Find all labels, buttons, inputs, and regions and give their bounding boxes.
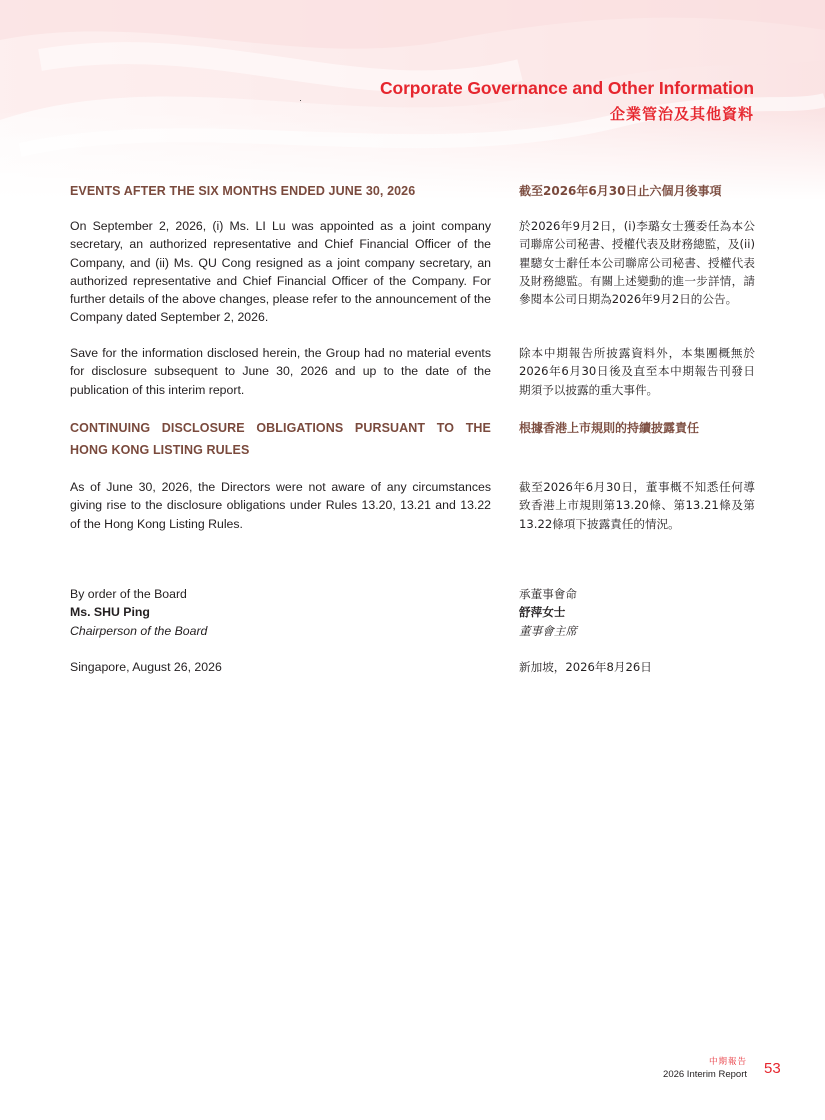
signature-place-date-en: Singapore, August 26, 2026 [70,659,222,674]
signature-block-en [70,585,491,676]
speck [300,100,301,101]
page-footer [663,1055,747,1080]
section1-para2-en: Save for the information disclosed herein, the Group had no material events for disclosure subsequent to June 30, 2026 and up to the date of the publication of this interim report. [70,346,491,397]
signature-order-zh: 承董事會命 [519,587,577,601]
footer-report-zh: 中期報告 [708,1057,747,1067]
section1-para1-zh: 於2026年9月2日，(i)李璐女士獲委任為本公司聯席公司秘書、授權代表及財務總監，及(ii)瞿驄女士辭任本公司聯席公司秘書、授權代表及財務總監。有關上述變動的進一步詳情，請參閱本公司日期為2026年9月2日的公告。 [519,219,755,307]
header-title-en: Corporate Governance and Other Information [379,78,754,98]
section2-heading-en: CONTINUING DISCLOSURE OBLIGATIONS PURSUANT TO THE HONG KONG LISTING RULES [70,421,491,457]
page-number: 53 [764,1060,781,1077]
section2-heading-zh: 根據香港上市規則的持續披露責任 [519,421,700,435]
signature-order-en: By order of the Board [70,587,187,601]
signature-name-en: Ms. SHU Ping [70,605,150,620]
page-header [380,78,754,124]
section1-para2-zh: 除本中期報告所披露資料外，本集團概無於2026年6月30日後及直至本中期報告刊發日期須予以披露的重大事件。 [519,346,755,397]
header-title-zh: 企業管治及其他資料 [609,105,754,123]
section2-para1-en: As of June 30, 2026, the Directors were not aware of any circumstances giving rise to the disclosure obligations under Rules 13.20, 13.21 and 13.22 of the Hong Kong Listing Rules. [70,480,491,531]
signature-place-date-zh: 新加坡，2026年8月26日 [519,659,652,674]
section1-para1-en: On September 2, 2026, (i) Ms. LI Lu was appointed as a joint company secretary, an authorized representative and Chief Financial Officer of the Company, and (ii) Ms. QU Cong resigned as a joint company secretary, an authorized representative and Chief Financial Officer of the Company. For further details of the above changes, please refer to the announcement of the Company dated September 2, 2026. [70,219,491,325]
signature-role-zh: 董事會主席 [519,623,577,638]
signature-block-zh [519,585,755,676]
footer-report-en: 2026 Interim Report [663,1069,747,1080]
signature-role-en: Chairperson of the Board [70,623,208,638]
section1-heading-en: EVENTS AFTER THE SIX MONTHS ENDED JUNE 30, 2026 [70,184,416,198]
signature-name-zh: 舒萍女士 [519,605,566,620]
section2-para1-zh: 截至2026年6月30日，董事概不知悉任何導致香港上市規則第13.20條、第13.21條及第13.22條項下披露責任的情況。 [519,480,755,531]
section1-heading-zh: 截至2026年6月30日止六個月後事項 [519,184,722,198]
